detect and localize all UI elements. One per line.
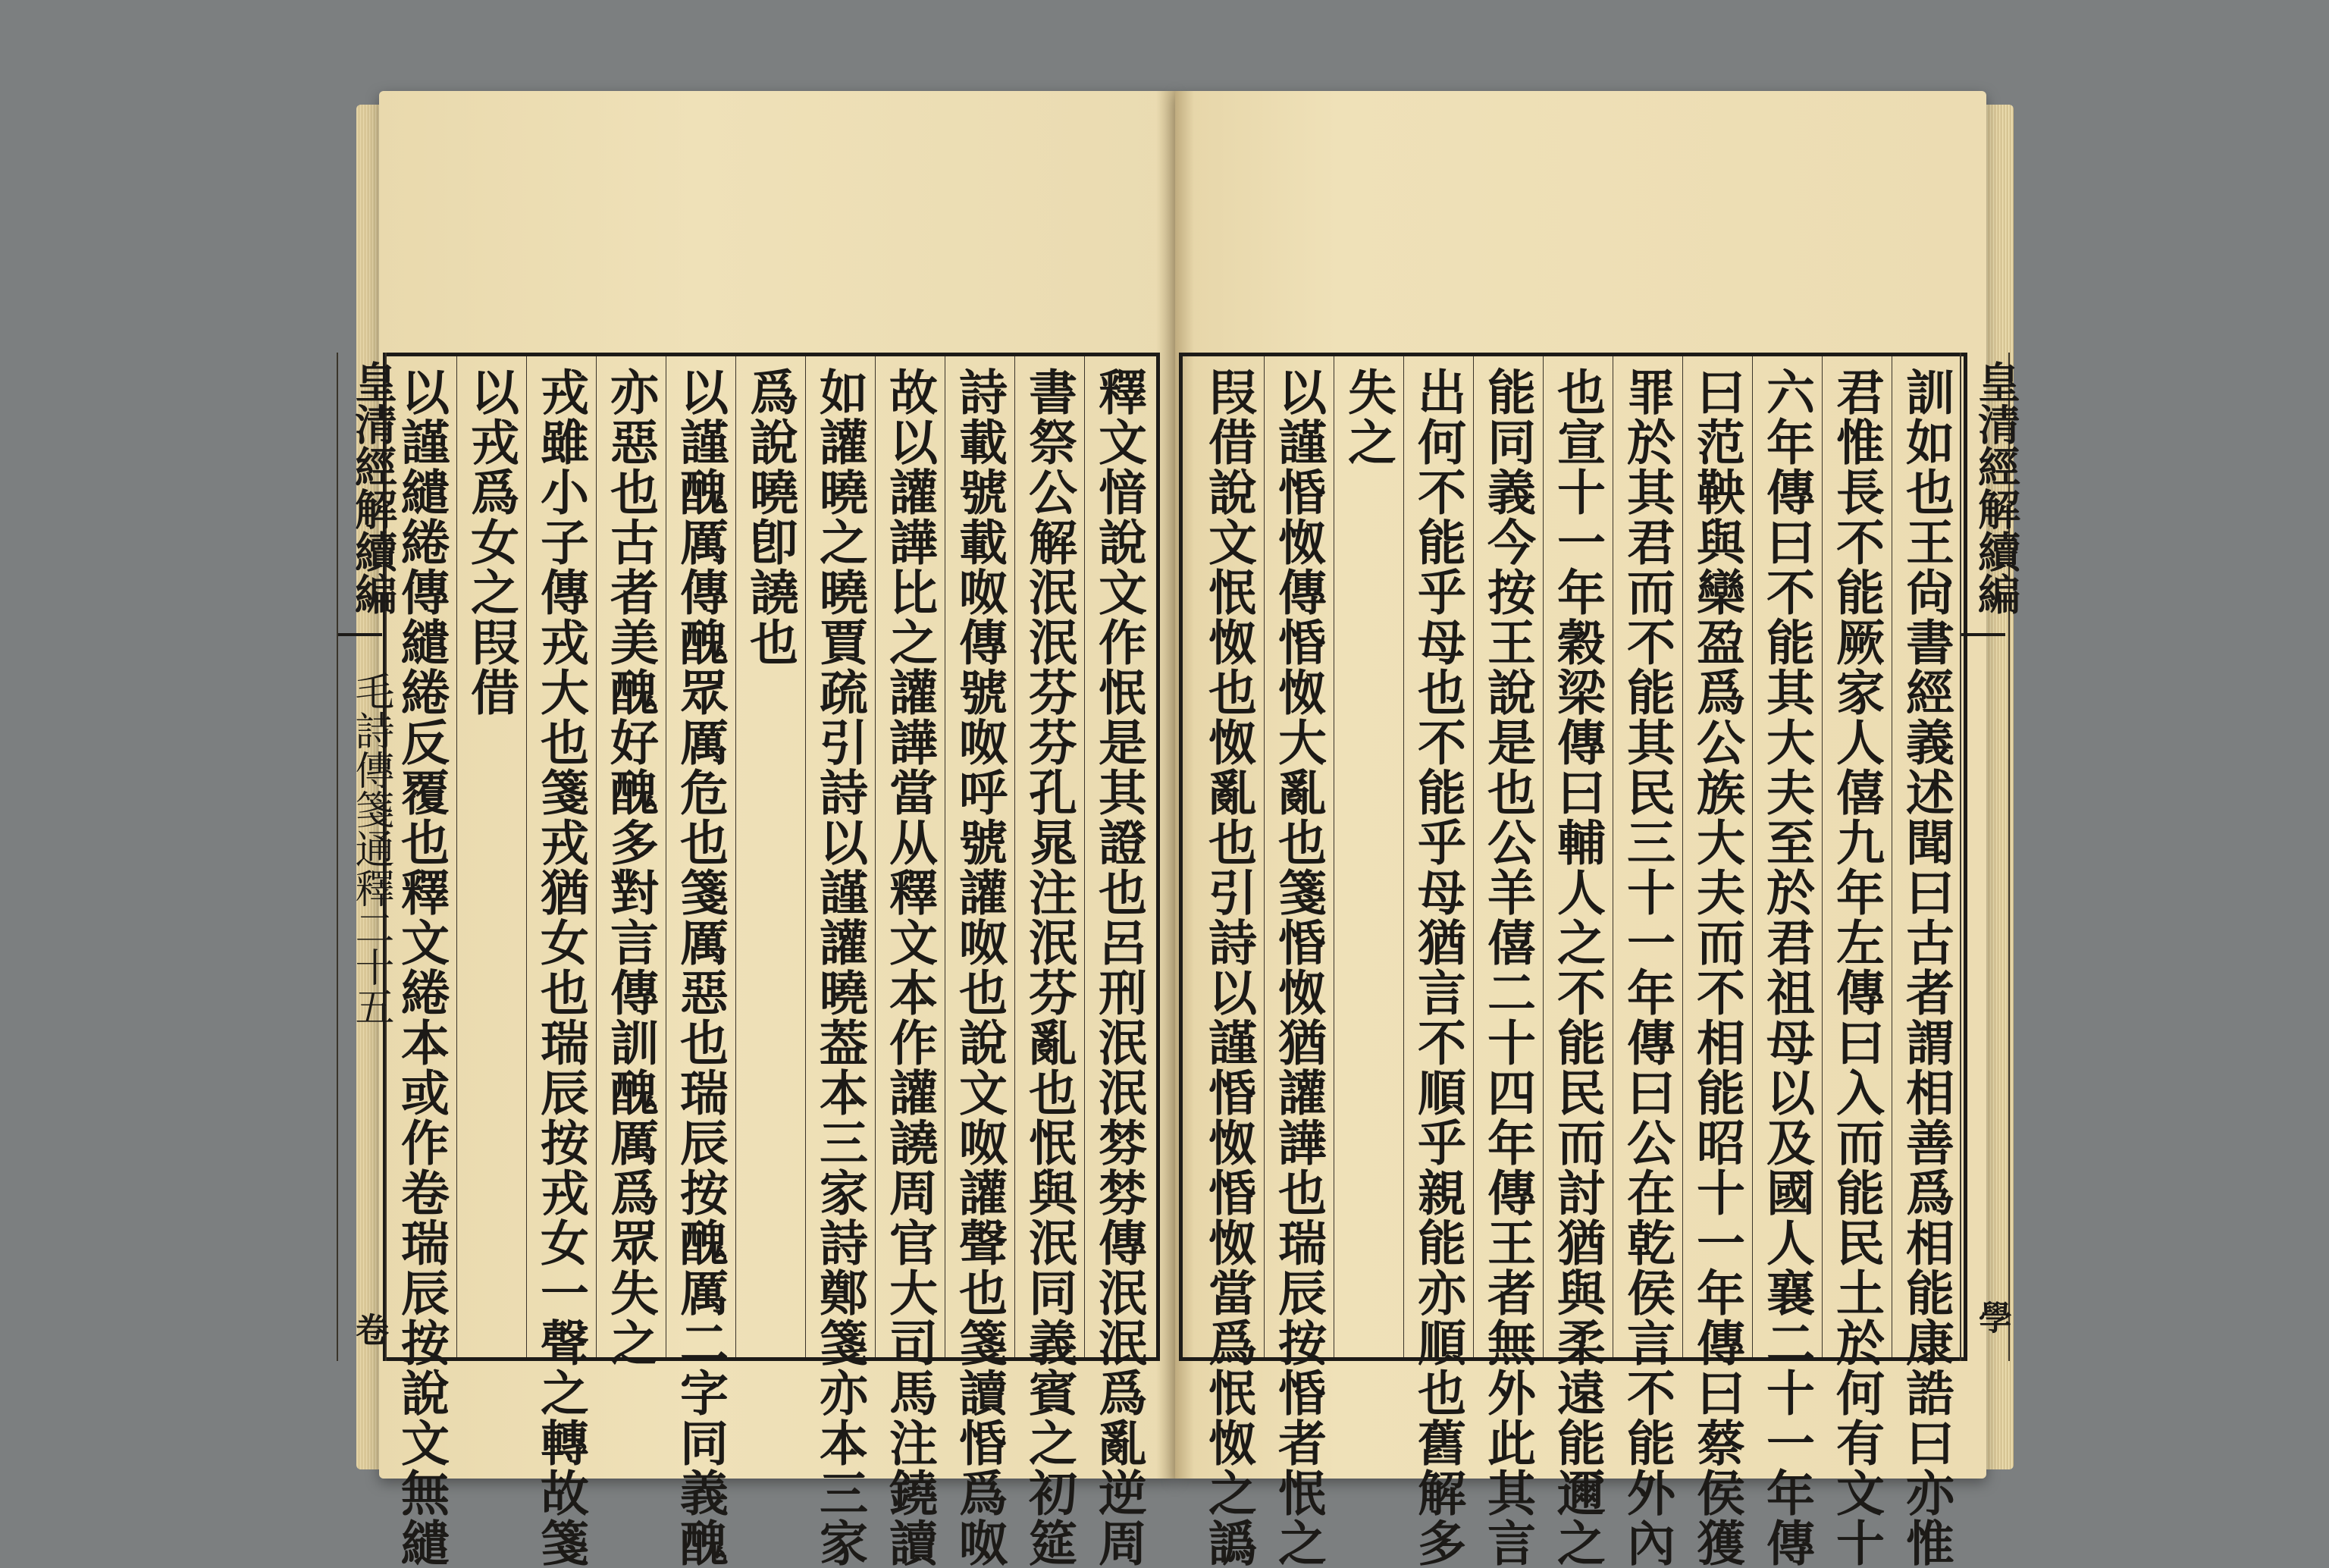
right-col-3: 六年傳曰不能其大夫至於君祖母以及國人襄二十一年傳: [1758, 367, 1815, 1568]
right-text-block: [1179, 353, 2021, 1568]
left-col-5: 如讙曉之曉賈疏引詩以謹讙曉葢本三家詩鄭箋亦本三家: [811, 367, 868, 1568]
left-fold-margin: [337, 353, 398, 1361]
right-fold-mark: 學: [1973, 1300, 2011, 1334]
left-col-1: 釋文愔說文作怋是其證也呂刑泯泯棼棼傳泯泯爲亂逆周: [1090, 367, 1147, 1568]
right-col-8: 出何不能乎母也不能乎母猶言不順乎親能亦順也舊解多: [1409, 367, 1466, 1568]
right-col-10: 以謹惛怓傳惛怓大亂也箋惛怓猶讙譁也瑞辰按惛者怋之: [1270, 367, 1327, 1568]
right-fold-margin: [1960, 353, 2021, 1361]
left-fold-mark: 卷: [350, 1312, 388, 1346]
right-col-7: 能同義今按王說是也公羊僖二十四年傳王者無外此其言: [1479, 367, 1536, 1568]
fishtail-mark: [1961, 618, 2005, 636]
right-col-1: 訓如也王尙書經義述聞曰古者謂相善爲相能康誥曰亦惟: [1898, 367, 1954, 1568]
right-fold-title: 皇清經解續編: [1971, 360, 2021, 615]
fishtail-mark: [338, 618, 382, 636]
left-fold-subtitle: 毛詩傳箋通釋二十五: [348, 671, 393, 1026]
right-col-9: 失之: [1340, 367, 1396, 467]
left-col-4: 故以讙譁比之讙譁當从釋文本作讙譊周官大司馬注鐃讀: [881, 367, 938, 1568]
left-col-3: 詩載號載呶傳號呶呼號讙呶也說文呶讙聲也箋讀惛爲呶: [951, 367, 1008, 1568]
right-col-11: 叚借說文怋怓也怓亂也引詩以謹惛怓惛怓當爲怋怓之譌: [1200, 367, 1257, 1568]
left-text-block: [348, 353, 1160, 1568]
right-col-4: 曰范鞅與欒盈爲公族大夫而不相能昭十一年傳曰蔡侯獲: [1688, 367, 1745, 1568]
left-col-7: 以謹醜厲傳醜眾厲危也箋厲惡也瑞辰按醜厲二字同義醜: [672, 367, 729, 1568]
left-col-8: 亦惡也古者美醜好醜多對言傳訓醜厲爲眾失之: [602, 367, 659, 1368]
left-col-10: 以戎爲女之叚借: [462, 367, 519, 717]
left-col-6: 爲說曉卽譊也: [741, 367, 798, 667]
left-fold-title: 皇清經解續編: [348, 360, 398, 615]
left-col-11: 以謹繾綣傳繾綣反覆也釋文綣本或作卷瑞辰按說文無繾: [393, 367, 450, 1568]
left-col-2: 書祭公解泯泯芬芬孔晁注泯芬亂也怋與泯同義賓之初筵: [1020, 367, 1077, 1568]
right-col-6: 也宣十一年穀梁傳曰輔人之不能民而討猶與柔遠能邇之: [1549, 367, 1606, 1568]
right-col-5: 罪於其君而不能其民三十一年傳曰公在乾侯言不能外內: [1619, 367, 1675, 1568]
right-col-2: 君惟長不能厥家人僖九年左傳曰入而能民土於何有文十: [1828, 367, 1885, 1568]
left-col-9: 戎雖小子傳戎大也箋戎猶女也瑞辰按戎女一聲之轉故箋: [532, 367, 589, 1568]
